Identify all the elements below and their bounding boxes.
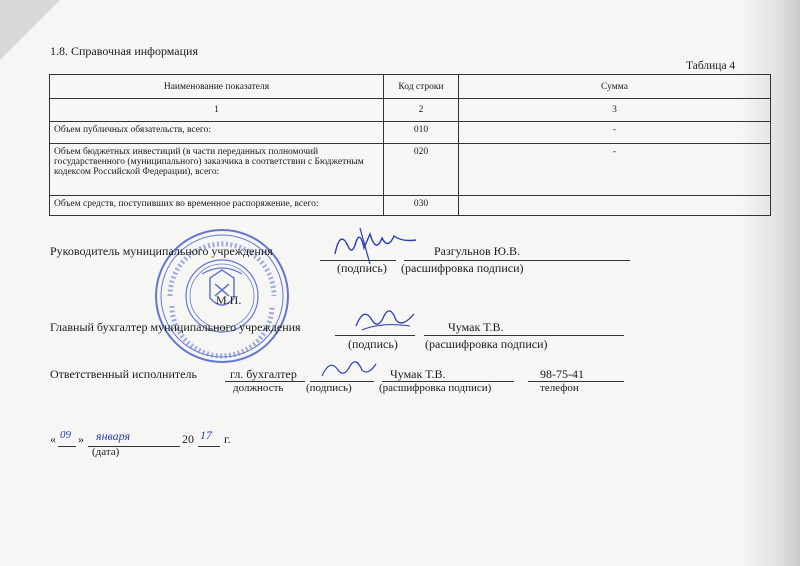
head-role: Руководитель муниципального учреждения [50, 244, 273, 258]
table-row [50, 144, 771, 196]
table-row [50, 196, 771, 216]
executor-role: Ответственный исполнитель [50, 367, 197, 381]
date-year-prefix: 20 [182, 432, 194, 446]
row-code: 010 [384, 122, 459, 144]
header-code: Код строки [384, 75, 459, 99]
accountant-name: Чумак Т.В. [448, 320, 504, 334]
accountant-signature [350, 300, 420, 336]
row-sum: - [459, 122, 771, 144]
table-row [50, 122, 771, 144]
date-year-suffix: 17 [200, 428, 212, 442]
column-number-row [50, 99, 771, 122]
row-sum [459, 196, 771, 216]
executor-signature [318, 352, 378, 384]
date-close-quote: » [78, 432, 84, 446]
head-signature-caption: (подпись) [337, 261, 387, 275]
accountant-signature-caption: (подпись) [348, 337, 398, 351]
date-day-line [58, 446, 76, 447]
head-decoding-caption: (расшифровка подписи) [401, 261, 524, 275]
executor-position-caption: должность [233, 382, 284, 394]
date-day: 09 [60, 429, 71, 441]
column-number: 1 [50, 99, 384, 122]
date-month: января [96, 429, 131, 443]
column-number: 2 [384, 99, 459, 122]
reference-table [49, 74, 771, 216]
table-caption: Таблица 4 [686, 60, 736, 72]
executor-position: гл. бухгалтер [230, 367, 297, 381]
date-year-unit: г. [224, 432, 231, 446]
row-name: Объем публичных обязательств, всего: [50, 122, 384, 144]
accountant-role: Главный бухгалтер муниципального учреждения [50, 320, 301, 334]
header-indicator: Наименование показателя [50, 75, 384, 99]
executor-decoding-caption: (расшифровка подписи) [379, 382, 492, 394]
table-header-row [50, 75, 771, 99]
head-name: Разгульнов Ю.В. [434, 244, 521, 258]
date-year-line [198, 446, 220, 447]
executor-phone-caption: телефон [540, 382, 579, 394]
column-number: 3 [459, 99, 771, 122]
executor-phone: 98-75-41 [540, 367, 584, 381]
date-caption: (дата) [92, 446, 120, 458]
date-open-quote: « [50, 432, 56, 446]
row-code: 030 [384, 196, 459, 216]
accountant-name-line [424, 335, 624, 336]
row-name: Объем средств, поступивших во временное распоряжение, всего: [50, 196, 384, 216]
accountant-decoding-caption: (расшифровка подписи) [425, 337, 548, 351]
head-signature [330, 224, 420, 268]
row-sum: - [459, 144, 771, 196]
row-name: Объем бюджетных инвестиций (в части переданных полномочий государственного (муниципального) заказчика в соответствии с Бюджетным кодексом Российской Федерации), всего: [50, 144, 384, 196]
executor-name: Чумак Т.В. [390, 367, 446, 381]
row-code: 020 [384, 144, 459, 196]
executor-signature-caption: (подпись) [306, 382, 352, 394]
section-title: 1.8. Справочная информация [50, 44, 198, 58]
header-sum: Сумма [459, 75, 771, 99]
stamp-mp-label: М.П. [216, 293, 242, 307]
